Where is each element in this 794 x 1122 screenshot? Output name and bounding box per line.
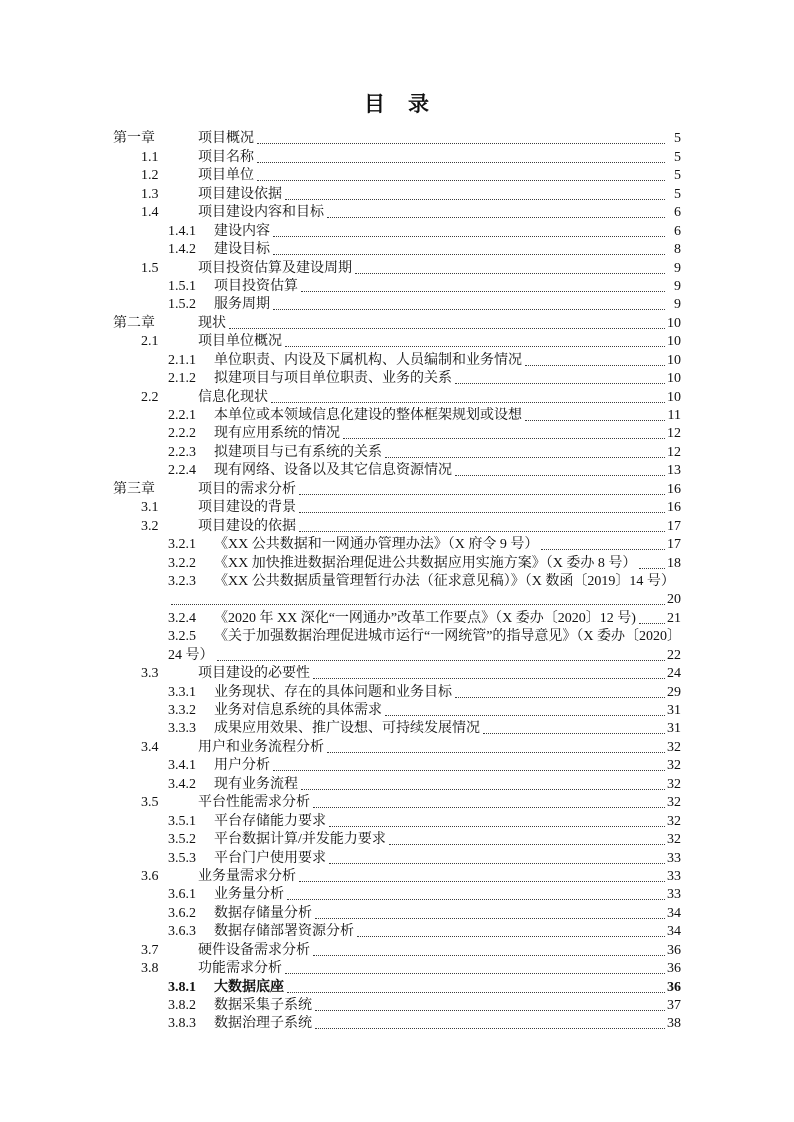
toc-entry-title: 《XX 公共数据质量管理暂行办法（征求意见稿）》（X 数函〔2019〕14 号） [214, 573, 675, 589]
toc-entry[interactable] [113, 683, 681, 701]
toc-entry-title: 数据存储量分析 [214, 905, 312, 921]
toc-entry-number: 2.1.1 [168, 352, 196, 368]
toc-entry-title: 成果应用效果、推广设想、可持续发展情况 [214, 721, 480, 737]
toc-entry-page: 10 [667, 315, 681, 331]
toc-entry-page: 10 [667, 389, 681, 405]
toc-entry[interactable] [113, 941, 681, 959]
toc-entry-page: 9 [674, 278, 681, 294]
toc-entry[interactable] [113, 997, 681, 1015]
toc-entry[interactable] [113, 609, 681, 627]
toc-entry[interactable] [113, 831, 681, 849]
toc-entry[interactable] [113, 425, 681, 443]
toc-entry-title: 信息化现状 [198, 389, 268, 405]
toc-entry-page: 32 [667, 832, 681, 848]
page-title: 目 录 [364, 92, 430, 116]
toc-entry[interactable] [113, 923, 681, 941]
toc-entry-number: 1.4.1 [168, 223, 196, 239]
toc-leader-dots [299, 531, 665, 532]
toc-leader-dots [271, 402, 665, 403]
toc-leader-dots [285, 973, 665, 974]
toc-entry[interactable] [113, 904, 681, 922]
toc-entry-number: 3.5.1 [168, 813, 196, 829]
toc-leader-dots [389, 844, 665, 845]
toc-entry-title: 业务量分析 [214, 887, 284, 903]
toc-entry-number: 3.3.2 [168, 703, 196, 718]
toc-entry[interactable] [113, 978, 681, 996]
toc-entry-title: 平台门户使用要求 [214, 850, 326, 866]
toc-entry-page: 5 [674, 186, 681, 202]
toc-leader-dots [301, 291, 665, 292]
toc-entry-number: 3.4.2 [168, 776, 196, 792]
toc-entry[interactable] [113, 259, 681, 277]
toc-entry[interactable] [113, 443, 681, 461]
toc-entry-title: 现有业务流程 [214, 776, 298, 792]
toc-entry-page: 11 [667, 408, 681, 423]
toc-entry-page: 37 [667, 998, 681, 1013]
toc-entry-page: 18 [667, 555, 681, 571]
toc-entry-page: 13 [667, 463, 681, 479]
toc-leader-dots [329, 826, 665, 827]
toc-entry[interactable] [113, 702, 681, 720]
toc-leader-dots [455, 383, 665, 384]
toc-entry-page: 10 [667, 371, 681, 387]
toc-entry-title: 项目建设依据 [198, 186, 282, 202]
toc-entry[interactable] [113, 407, 681, 425]
toc-entry-title: 平台存储能力要求 [214, 813, 326, 829]
toc-entry-title: 用户和业务流程分析 [198, 739, 324, 755]
toc-entry-number: 1.5.2 [168, 297, 196, 313]
toc-entry-title: 业务量需求分析 [198, 868, 296, 884]
toc-entry-title: 服务周期 [214, 297, 270, 313]
toc-leader-dots [273, 770, 665, 771]
toc-entry-title: 项目单位概况 [198, 334, 282, 350]
toc-entry-continuation[interactable] [113, 591, 681, 609]
toc-entry-number: 3.8.3 [168, 1016, 196, 1032]
toc-entry-title: 项目建设的必要性 [198, 666, 310, 682]
toc-entry-page: 6 [674, 205, 681, 221]
toc-leader-dots [315, 918, 665, 919]
toc-entry[interactable] [113, 388, 681, 406]
toc-entry-page: 12 [667, 444, 681, 460]
toc-leader-dots [639, 623, 665, 624]
toc-leader-dots [313, 807, 665, 808]
toc-entry-page: 16 [667, 481, 681, 497]
toc-entry-title: 业务现状、存在的具体问题和业务目标 [214, 684, 452, 700]
toc-entry-title: 项目建设的背景 [198, 500, 296, 516]
toc-entry[interactable] [113, 720, 681, 738]
toc-entry-page: 5 [674, 131, 681, 147]
toc-entry[interactable] [113, 849, 681, 867]
toc-entry[interactable] [113, 812, 681, 830]
toc-entry[interactable] [113, 775, 681, 793]
toc-entry[interactable] [113, 499, 681, 517]
toc-entry-continuation[interactable] [113, 646, 681, 664]
toc-entry-page: 10 [667, 352, 681, 368]
toc-entry-title: 项目投资估算及建设周期 [198, 260, 352, 276]
toc-entry-title: 单位职责、内设及下属机构、人员编制和业务情况 [214, 352, 522, 368]
toc-entry-page: 9 [674, 260, 681, 276]
toc-entry-number: 3.1 [141, 500, 159, 516]
toc-entry-number: 3.2.4 [168, 610, 196, 626]
toc-leader-dots [285, 346, 665, 347]
toc-entry-number: 1.3 [141, 186, 159, 202]
toc-entry-number: 3.4.1 [168, 758, 196, 774]
toc-entry-title: 项目建设的依据 [198, 518, 296, 534]
toc-entry-title: 本单位或本领域信息化建设的整体框架规划或设想 [214, 408, 522, 423]
toc-entry-number: 3.8.2 [168, 998, 196, 1013]
toc-entry-page: 38 [667, 1016, 681, 1032]
toc-entry-number: 3.6.3 [168, 924, 196, 940]
toc-leader-dots [217, 660, 666, 661]
toc-entry-page: 33 [667, 868, 681, 884]
toc-leader-dots [355, 273, 665, 274]
toc-entry-number: 2.2.3 [168, 444, 196, 460]
toc-leader-dots [455, 475, 665, 476]
toc-leader-dots [313, 955, 665, 956]
toc-entry-page: 5 [674, 149, 681, 165]
toc-leader-dots [357, 936, 665, 937]
toc-entry-page: 20 [667, 592, 681, 608]
toc-entry[interactable] [113, 554, 681, 572]
toc-entry-number: 第三章 [113, 481, 155, 497]
toc-entry[interactable] [113, 628, 681, 646]
toc-entry-page: 17 [667, 537, 681, 553]
toc-entry-number: 2.2.1 [168, 408, 196, 423]
toc-entry-title: 项目建设内容和目标 [198, 205, 324, 221]
toc-entry[interactable] [113, 757, 681, 775]
toc-entry-number: 2.1.2 [168, 371, 196, 387]
toc-entry[interactable] [113, 1015, 681, 1033]
toc-entry[interactable] [113, 573, 681, 591]
toc-entry[interactable] [113, 278, 681, 296]
toc-entry[interactable] [113, 794, 681, 812]
toc-entry-title: 平台数据计算/并发能力要求 [214, 832, 386, 848]
toc-entry-page: 32 [667, 795, 681, 811]
toc-entry-page: 5 [674, 168, 681, 184]
toc-entry-number: 3.5.3 [168, 850, 196, 866]
toc-entry-title: 数据采集子系统 [214, 998, 312, 1013]
toc-entry-number: 3.2.1 [168, 537, 196, 553]
toc-entry-number: 3.6.1 [168, 887, 196, 903]
toc-entry-title: 项目名称 [198, 149, 254, 165]
toc-entry-carry-text: 24 号） [168, 647, 214, 663]
toc-entry-number: 1.1 [141, 149, 159, 165]
toc-entry[interactable] [113, 665, 681, 683]
toc-entry-page: 31 [667, 721, 681, 737]
toc-entry[interactable] [113, 333, 681, 351]
toc-entry-page: 34 [667, 924, 681, 940]
toc-leader-dots [327, 217, 665, 218]
toc-entry-number: 3.7 [141, 942, 159, 958]
toc-entry-number: 3.2.2 [168, 555, 196, 571]
toc-leader-dots [327, 752, 665, 753]
toc-leader-dots [171, 604, 665, 605]
toc-leader-dots [287, 992, 665, 993]
toc-entry-page: 36 [667, 942, 681, 958]
toc-entry-title: 大数据底座 [214, 979, 284, 995]
toc-leader-dots [313, 678, 665, 679]
toc-entry-number: 3.3 [141, 666, 159, 682]
toc-entry-title: 现有应用系统的情况 [214, 426, 340, 442]
toc-entry-number: 第一章 [113, 131, 155, 147]
toc-entry-number: 2.2.2 [168, 426, 196, 442]
toc-leader-dots [257, 162, 665, 163]
toc-entry-title: 建设目标 [214, 242, 270, 258]
toc-leader-dots [343, 438, 665, 439]
toc-entry-title: 硬件设备需求分析 [198, 942, 310, 958]
toc-leader-dots [385, 457, 665, 458]
toc-entry-page: 32 [667, 739, 681, 755]
toc-entry-title: 功能需求分析 [198, 961, 282, 977]
toc-leader-dots [285, 199, 665, 200]
toc-leader-dots [639, 568, 665, 569]
toc-leader-dots [455, 697, 665, 698]
toc-entry-number: 3.6 [141, 868, 159, 884]
toc-entry-title: 《2020 年 XX 深化“一网通办”改革工作要点》（X 委办〔2020〕12 号) [214, 610, 636, 626]
toc-entry-number: 1.2 [141, 168, 159, 184]
toc-entry-title: 拟建项目与已有系统的关系 [214, 444, 382, 460]
toc-entry-page: 9 [674, 297, 681, 313]
toc-entry[interactable] [113, 480, 681, 498]
toc-entry-title: 数据存储部署资源分析 [214, 924, 354, 940]
toc-entry-page: 6 [674, 223, 681, 239]
toc-entry-title: 《XX 公共数据和一网通办管理办法》（X 府令 9 号） [214, 537, 539, 553]
toc-entry-title: 平台性能需求分析 [198, 795, 310, 811]
toc-entry[interactable] [113, 148, 681, 166]
toc-leader-dots [525, 365, 665, 366]
toc-entry[interactable] [113, 314, 681, 332]
toc-entry[interactable] [113, 868, 681, 886]
toc-list [113, 130, 681, 1033]
toc-entry-number: 3.8.1 [168, 979, 196, 995]
toc-entry-number: 3.2 [141, 518, 159, 534]
toc-leader-dots [483, 733, 665, 734]
toc-entry-page: 32 [667, 813, 681, 829]
toc-leader-dots [287, 899, 665, 900]
toc-entry-page: 36 [667, 961, 681, 977]
toc-leader-dots [329, 863, 665, 864]
toc-entry-number: 3.5 [141, 795, 159, 811]
toc-entry-title: 项目单位 [198, 168, 254, 184]
toc-entry-title: 项目概况 [198, 131, 254, 147]
toc-leader-dots [273, 309, 665, 310]
toc-entry-number: 3.5.2 [168, 832, 196, 848]
toc-entry-page: 8 [674, 242, 681, 258]
toc-entry[interactable] [113, 185, 681, 203]
toc-entry-number: 3.4 [141, 739, 159, 755]
toc-entry-page: 33 [667, 850, 681, 866]
toc-entry-number: 3.3.1 [168, 684, 196, 700]
toc-entry-page: 32 [667, 776, 681, 792]
toc-entry-title: 《XX 加快推进数据治理促进公共数据应用实施方案》（X 委办 8 号） [214, 555, 637, 571]
toc-entry-number: 1.4 [141, 205, 159, 221]
toc-entry-title: 项目的需求分析 [198, 481, 296, 497]
toc-leader-dots [525, 420, 665, 421]
toc-entry-number: 3.3.3 [168, 721, 196, 737]
toc-entry-number: 3.8 [141, 961, 159, 977]
toc-entry-page: 22 [667, 647, 681, 663]
toc-leader-dots [299, 494, 665, 495]
toc-entry-title: 现有网络、设备以及其它信息资源情况 [214, 463, 452, 479]
toc-entry[interactable] [113, 130, 681, 148]
toc-entry-title: 用户分析 [214, 758, 270, 774]
toc-entry[interactable] [113, 960, 681, 978]
toc-entry-number: 2.2 [141, 389, 159, 405]
toc-entry[interactable] [113, 167, 681, 185]
toc-leader-dots [385, 715, 665, 716]
toc-entry-number: 2.2.4 [168, 463, 196, 479]
toc-entry[interactable] [113, 517, 681, 535]
toc-leader-dots [229, 328, 665, 329]
toc-entry-number: 1.5.1 [168, 278, 196, 294]
toc-entry[interactable] [113, 351, 681, 369]
toc-entry-number: 3.2.3 [168, 573, 196, 589]
toc-leader-dots [299, 881, 665, 882]
toc-entry[interactable] [113, 462, 681, 480]
toc-entry-page: 29 [667, 684, 681, 700]
toc-entry[interactable] [113, 536, 681, 554]
toc-entry-page: 12 [667, 426, 681, 442]
toc-entry-number: 第二章 [113, 315, 155, 331]
toc-entry-number: 1.4.2 [168, 242, 196, 258]
toc-entry-page: 21 [667, 610, 681, 626]
toc-entry-page: 16 [667, 500, 681, 516]
toc-leader-dots [273, 254, 665, 255]
toc-entry-number: 3.2.5 [168, 629, 196, 645]
toc-entry-number: 3.6.2 [168, 905, 196, 921]
toc-leader-dots [273, 236, 665, 237]
toc-entry-page: 10 [667, 334, 681, 350]
toc-entry[interactable] [113, 296, 681, 314]
toc-entry[interactable] [113, 204, 681, 222]
toc-entry-title: 《关于加强数据治理促进城市运行“一网统管”的指导意见》（X 委办〔2020〕 [214, 629, 681, 645]
toc-entry[interactable] [113, 738, 681, 756]
toc-entry[interactable] [113, 370, 681, 388]
toc-leader-dots [301, 789, 665, 790]
toc-entry-title: 业务对信息系统的具体需求 [214, 703, 382, 718]
toc-entry[interactable] [113, 222, 681, 240]
toc-entry[interactable] [113, 241, 681, 259]
toc-leader-dots [315, 1028, 665, 1029]
toc-entry[interactable] [113, 886, 681, 904]
toc-entry-page: 32 [667, 758, 681, 774]
toc-entry-page: 33 [667, 887, 681, 903]
toc-leader-dots [257, 143, 665, 144]
toc-entry-page: 34 [667, 905, 681, 921]
toc-leader-dots [541, 549, 665, 550]
toc-entry-title: 拟建项目与项目单位职责、业务的关系 [214, 371, 452, 387]
toc-entry-page: 36 [667, 979, 681, 995]
toc-entry-page: 24 [667, 666, 681, 682]
toc-entry-number: 1.5 [141, 260, 159, 276]
toc-entry-page: 17 [667, 518, 681, 534]
toc-leader-dots [257, 180, 665, 181]
toc-entry-number: 2.1 [141, 334, 159, 350]
toc-leader-dots [315, 1010, 665, 1011]
toc-leader-dots [299, 512, 665, 513]
toc-entry-page: 31 [667, 703, 681, 718]
toc-entry-title: 现状 [198, 315, 226, 331]
toc-entry-title: 项目投资估算 [214, 278, 298, 294]
toc-entry-title: 数据治理子系统 [214, 1016, 312, 1032]
toc-entry-title: 建设内容 [214, 223, 270, 239]
